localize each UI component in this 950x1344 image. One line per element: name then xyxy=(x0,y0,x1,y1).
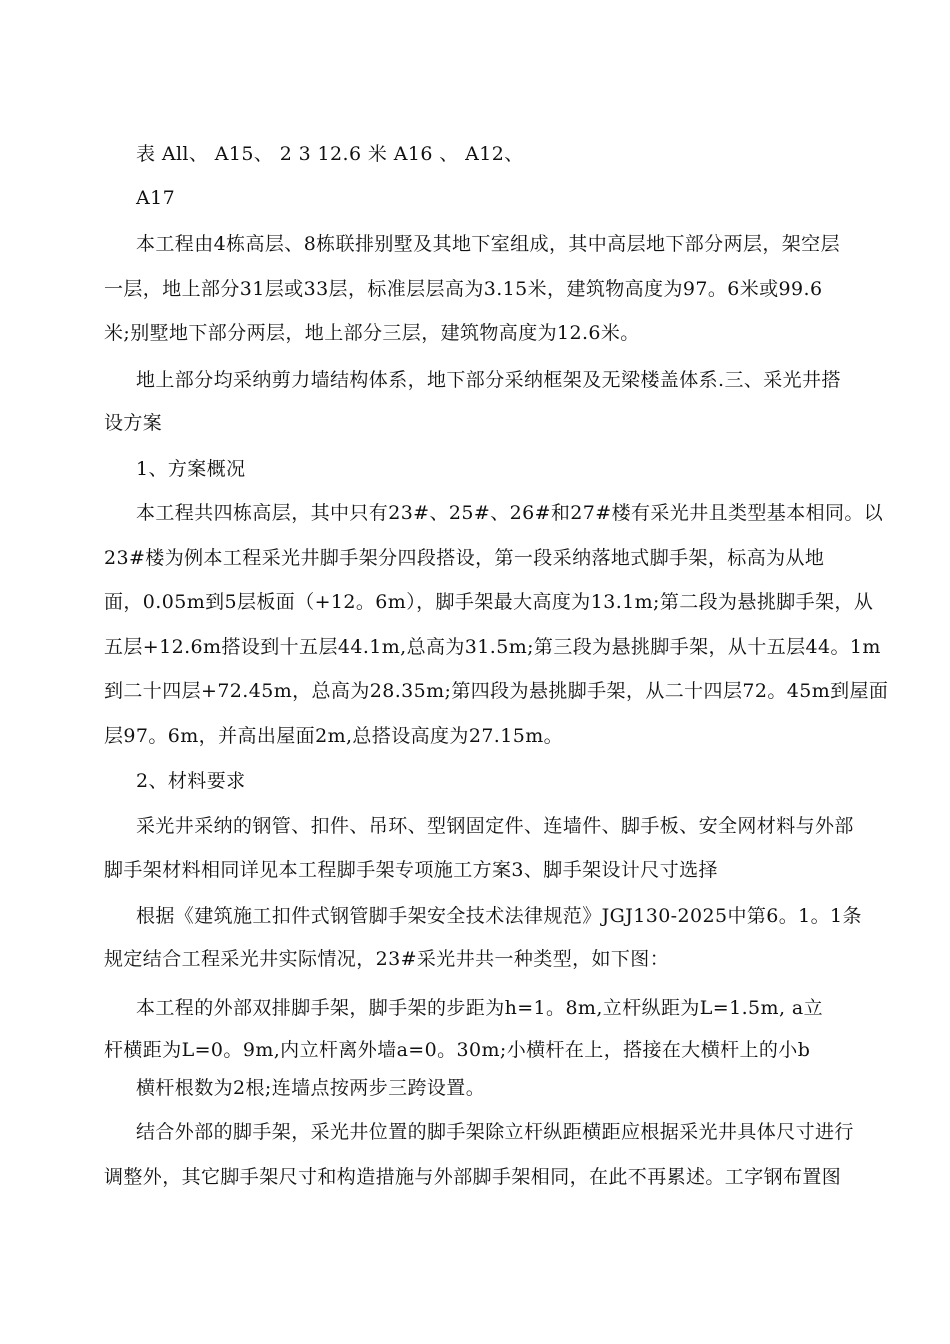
text-line-21: 杆横距为L=0。9m,内立杆离外墙a=0。30m;小横杆在上，搭接在大横杆上的小b xyxy=(104,1039,811,1061)
text-line-11: 面，0.05m到5层板面（+12。6m），脚手架最大高度为13.1m;第二段为悬挑脚手架，从 xyxy=(104,591,874,613)
text-line-3: 本工程由4栋高层、8栋联排别墅及其地下室组成，其中高层地下部分两层，架空层 xyxy=(136,233,840,255)
text-line-1: 表 All、 A15、 2 3 12.6 米 A16 、 A12、 xyxy=(136,143,524,165)
text-line-19: 规定结合工程采光井实际情况，23#采光井共一种类型，如下图： xyxy=(104,948,670,970)
text-line-15: 2、材料要求 xyxy=(136,770,246,792)
text-line-17: 脚手架材料相同详见本工程脚手架专项施工方案3、脚手架设计尺寸选择 xyxy=(104,859,718,881)
text-line-5: 米;别墅地下部分两层，地上部分三层，建筑物高度为12.6米。 xyxy=(104,322,640,344)
text-line-10: 23#楼为例本工程采光井脚手架分四段搭设，第一段采纳落地式脚手架，标高为从地 xyxy=(104,547,825,569)
text-line-8: 1、方案概况 xyxy=(136,458,246,480)
text-line-22: 横杆根数为2根;连墙点按两步三跨设置。 xyxy=(136,1077,486,1099)
text-line-2: A17 xyxy=(136,187,176,209)
text-line-6: 地上部分均采纳剪力墙结构体系，地下部分采纳框架及无梁楼盖体系.三、采光井搭 xyxy=(136,369,841,391)
text-line-14: 层97。6m，并高出屋面2m,总搭设高度为27.15m。 xyxy=(104,725,564,747)
text-line-9: 本工程共四栋高层，其中只有23#、25#、26#和27#楼有采光井且类型基本相同。以 xyxy=(136,502,884,524)
text-line-13: 到二十四层+72.45m，总高为28.35m;第四段为悬挑脚手架，从二十四层72。45m到屋面 xyxy=(104,680,889,702)
text-line-24: 调整外，其它脚手架尺寸和构造措施与外部脚手架相同，在此不再累述。工字钢布置图 xyxy=(104,1166,842,1188)
text-line-4: 一层，地上部分31层或33层，标准层层高为3.15米，建筑物高度为97。6米或99.6 xyxy=(104,278,823,300)
text-line-16: 采光井采纳的钢管、扣件、吊环、型钢固定件、连墙件、脚手板、安全网材料与外部 xyxy=(136,815,854,837)
text-line-20: 本工程的外部双排脚手架，脚手架的步距为h=1。8m,立杆纵距为L=1.5m, a立 xyxy=(136,997,823,1019)
text-line-7: 设方案 xyxy=(104,412,163,434)
text-line-12: 五层+12.6m搭设到十五层44.1m,总高为31.5m;第三段为悬挑脚手架，从十五层44。1m xyxy=(104,636,881,658)
text-line-23: 结合外部的脚手架，采光井位置的脚手架除立杆纵距横距应根据采光井具体尺寸进行 xyxy=(136,1121,854,1143)
text-line-18: 根据《建筑施工扣件式钢管脚手架安全技术法律规范》JGJ130-2025中第6。1。1条 xyxy=(136,905,862,927)
